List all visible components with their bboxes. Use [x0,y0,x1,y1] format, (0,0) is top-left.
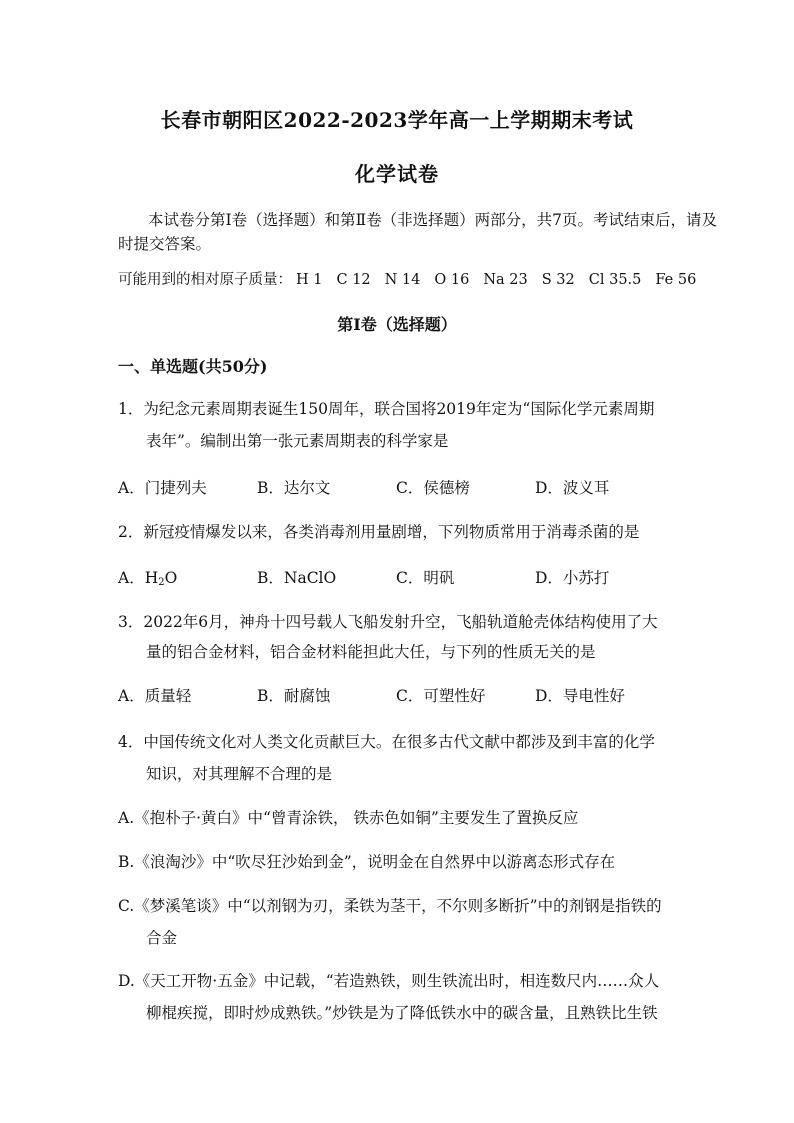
atomic-masses-label: 可能用到的相对原子质量： [118,272,292,288]
question-1-line-1: 1．为纪念元素周期表诞生150周年，联合国将2019年定为“国际化学元素周期 [118,400,655,418]
option-c: C．侯德榜 [396,479,470,497]
atomic-masses [118,268,710,289]
option-b: B．耐腐蚀 [257,687,331,705]
intro-line-2: 时提交答案。 [118,235,212,253]
option-c: C．可塑性好 [396,687,486,705]
question-2-line-1: 2．新冠疫情爆发以来，各类消毒剂用量剧增，下列物质常用于消毒杀菌的是 [118,523,640,541]
option-a [118,566,177,588]
question-4-choice-c-line-2: 合金 [146,929,178,947]
mass-item: Na 23 [483,272,528,288]
question-4-choice-d-line-1: D.《天工开物·五金》中记载，“若造熟铁，则生铁流出时，相连数尺内……众人 [118,972,660,990]
part-heading: 一、单选题(共50分) [118,357,268,376]
subscript: 2 [158,577,165,588]
question-4-choice-c-line-1: C.《梦溪笔谈》中“以剂钢为刃，柔铁为茎干，不尔则多断折”中的剂钢是指铁的 [118,897,662,915]
mass-item: H 1 [296,272,323,288]
mass-item: Fe 56 [655,272,697,288]
option-a: A．质量轻 [118,687,192,705]
option-b: B．NaClO [257,569,337,587]
question-4-choice-b: B.《浪淘沙》中“吹尽狂沙始到金”，说明金在自然界中以游离态形式存在 [118,853,616,871]
option-a-tail: O [164,569,178,587]
question-4-line-1: 4．中国传统文化对人类文化贡献巨大。在很多古代文献中都涉及到丰富的化学 [118,733,655,751]
question-3-line-1: 3．2022年6月，神舟十四号载人飞船发射升空，飞船轨道舱壳体结构使用了大 [118,613,658,631]
option-b: B．达尔文 [257,479,331,497]
option-d: D．波义耳 [535,479,610,497]
mass-item: O 16 [434,272,470,288]
option-c: C．明矾 [396,569,455,587]
intro-line-1: 本试卷分第Ⅰ卷（选择题）和第Ⅱ卷（非选择题）两部分，共7页。考试结束后，请及 [148,211,718,229]
mass-item: N 14 [384,272,421,288]
question-4-choice-d-line-2: 柳棍疾搅，即时炒成熟铁。”炒铁是为了降低铁水中的碳含量，且熟铁比生铁 [146,1004,658,1022]
section-title: 第Ⅰ卷（选择题） [337,315,457,334]
question-4-line-2: 知识，对其理解不合理的是 [146,765,333,783]
exam-subtitle: 化学试卷 [355,162,439,186]
option-a: A．门捷列夫 [118,479,207,497]
option-d: D．导电性好 [535,687,625,705]
mass-item: S 32 [541,272,575,288]
mass-item: C 12 [336,272,371,288]
option-d: D．小苏打 [535,569,610,587]
mass-item: Cl 35.5 [588,272,642,288]
question-4-choice-a: A.《抱朴子·黄白》中“曾青涂铁， 铁赤色如铜”主要发生了置换反应 [118,809,579,827]
exam-title: 长春市朝阳区2022-2023学年高一上学期期末考试 [160,108,634,132]
question-3-line-2: 量的铝合金材料，铝合金材料能担此大任，与下列的性质无关的是 [146,643,596,661]
option-a-text: A．H [118,569,159,587]
question-1-line-2: 表年”。编制出第一张元素周期表的科学家是 [146,432,449,450]
